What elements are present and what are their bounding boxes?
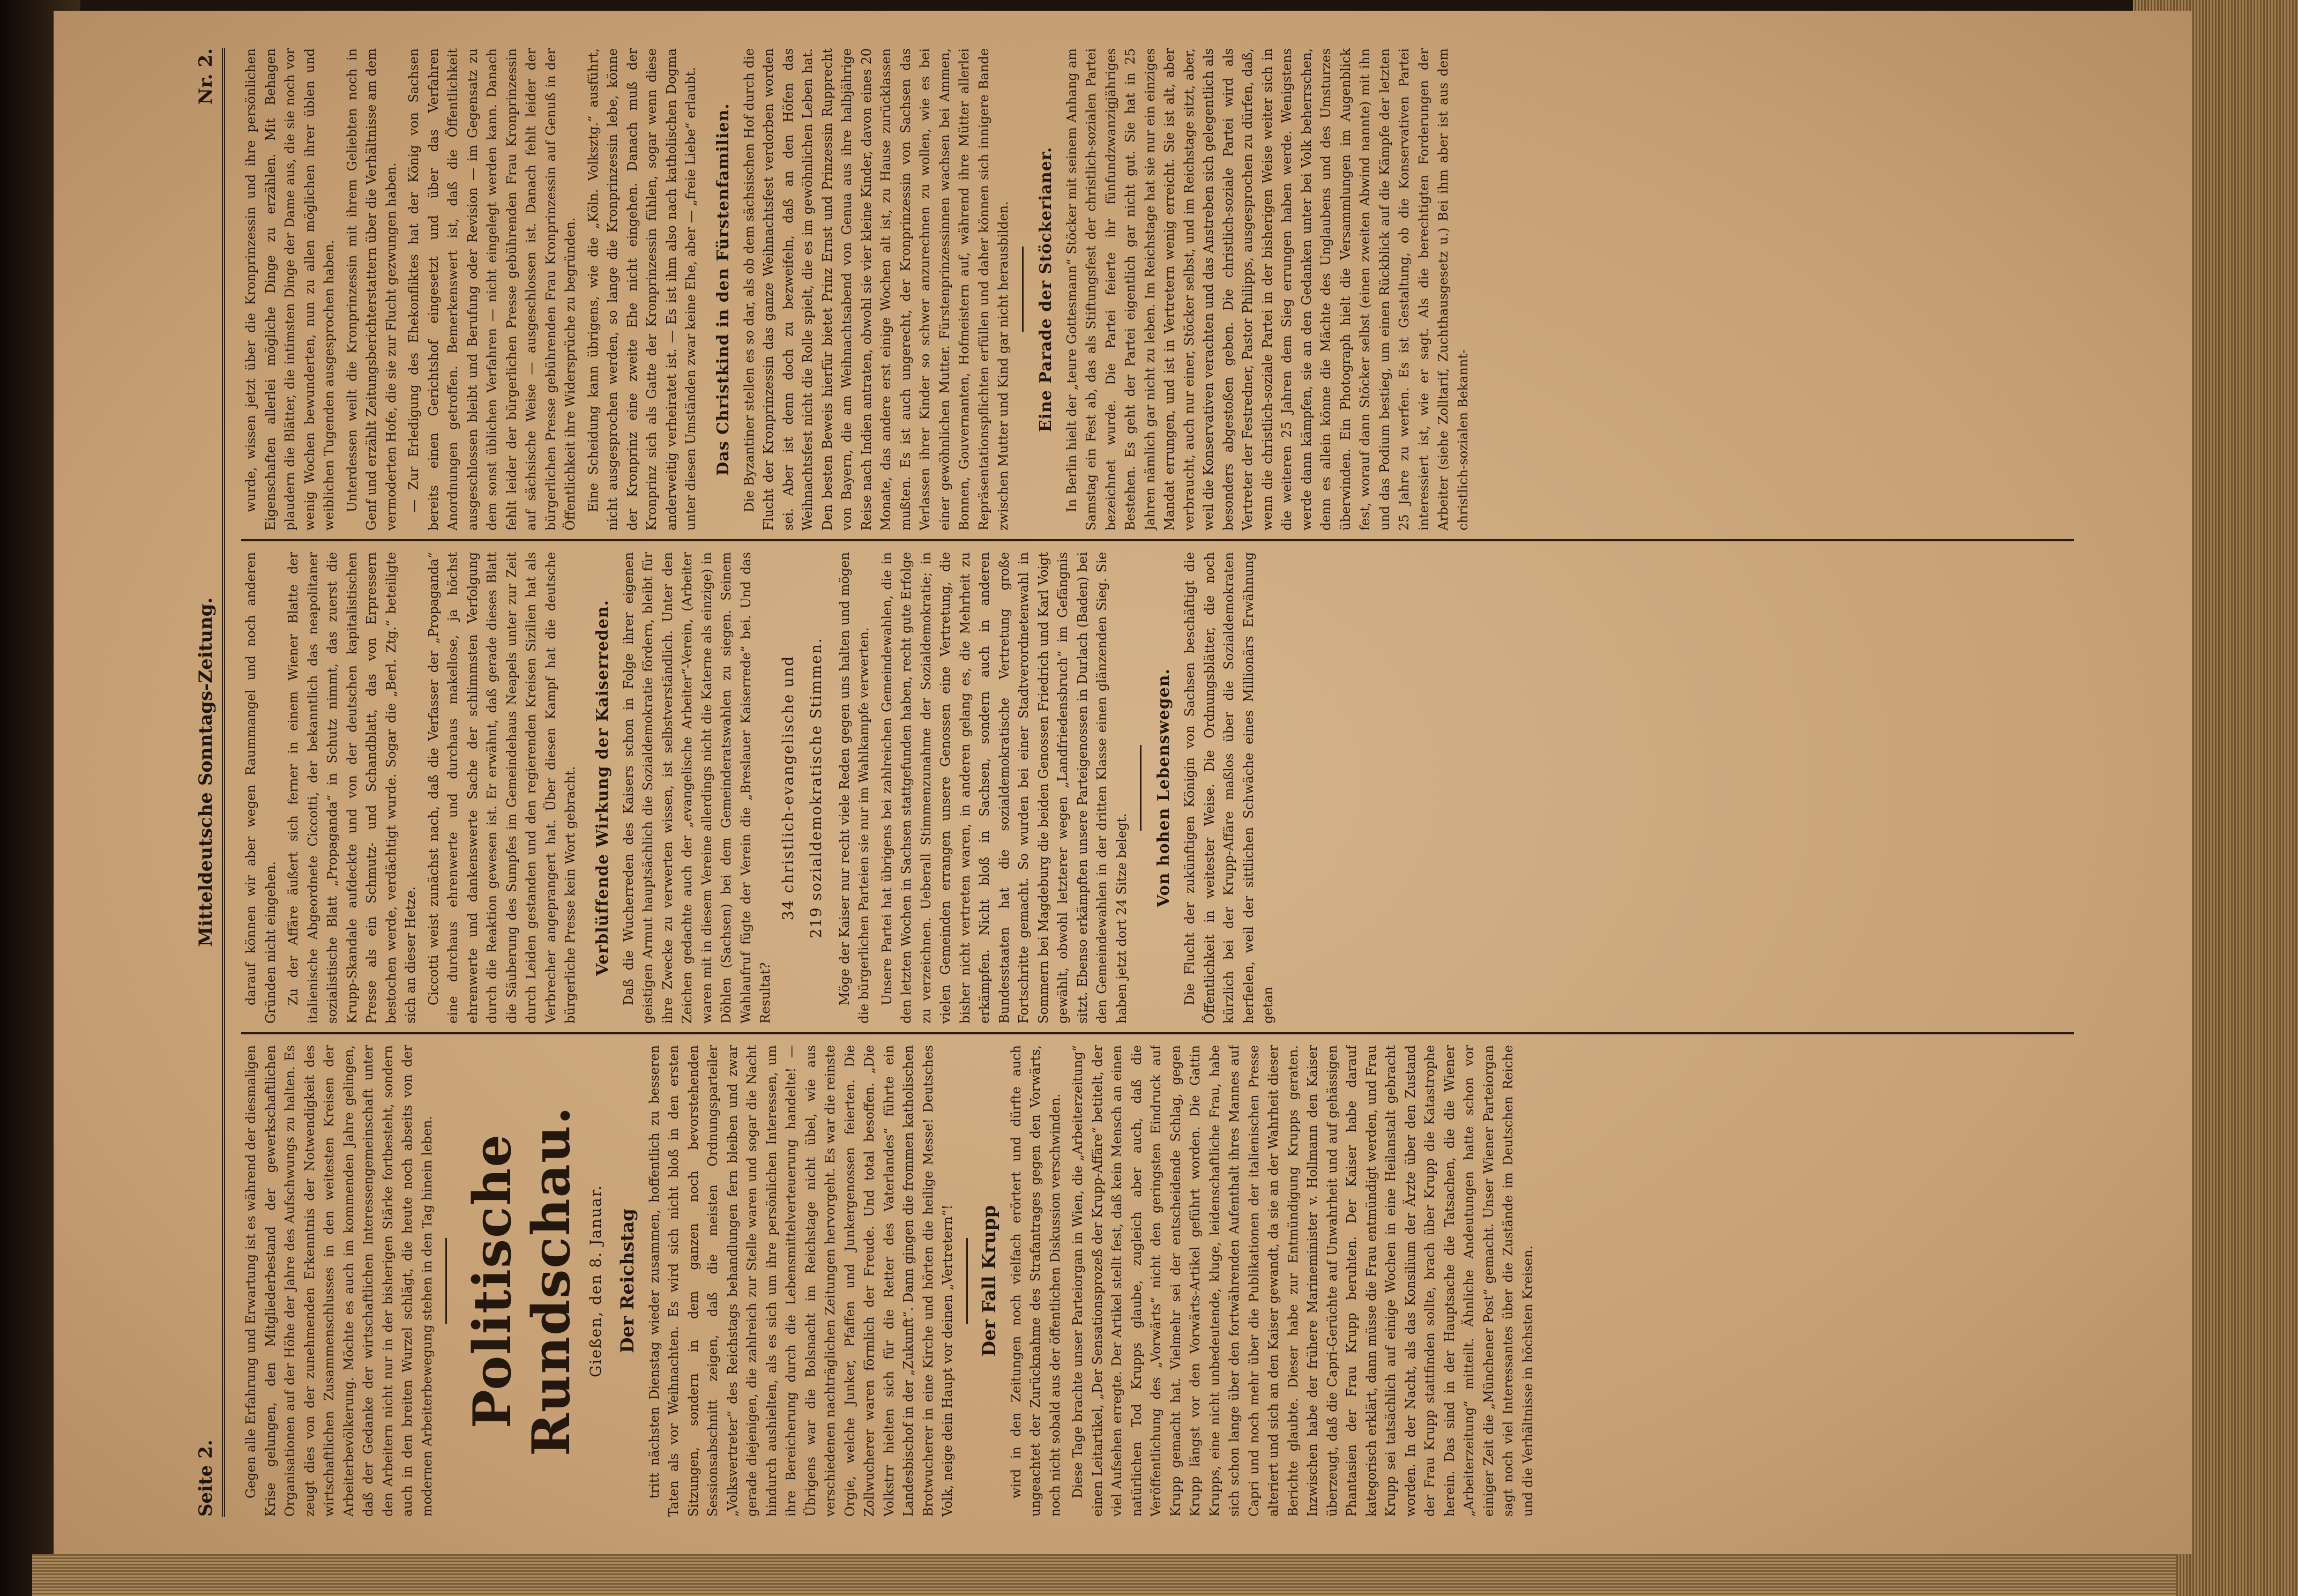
article-heading: Von hohen Lebenswegen. [1154,668,1173,907]
article-paragraph: Unterdessen weilt die Kronprinzessin mit ihrem Geliebten noch in Genf und erzählt Zeitungsberichterstattern über die Verhältnisse am dem vermoderten Hofe, die sie zur Flucht gezwungen haben. [344,48,399,531]
separator-rule [966,1238,968,1324]
article-paragraph: wurde, wissen jetzt über die Kronprinzessin und ihre persönlichen Eigenschaften allerlei mögliche Dinge zu erzählen. Mit Behagen plaudern die Blätter, die intimsten Dinge der Dame aus, die sie noch vor wenig Wochen bewunderten, nun zu allen möglichen ihrer üblen und weiblichen Tugenden ausgesprochen haben. [243,48,337,531]
page-inner [193,48,2122,1517]
issue-number: Nr. 2. [195,48,217,105]
separator-rule [445,1238,447,1324]
section-title: Politische Rundschau. [462,1105,581,1457]
article-paragraph: Möge der Kaiser nur recht viele Reden gegen uns halten und mögen die bürgerlichen Parteien sie nur im Wahlkampfe verwerten. [837,552,871,1024]
article-paragraph: Die Byzantiner stellen es so dar, als ob dem sächsischen Hof durch die Flucht der Kronprinzessin das ganze Weihnachtsfest verdorben worden sei. Aber ist denn doch zu bezweifeln, daß an den Höfen das Weihnachtsfest nicht die Rolle spielt, die es im gewöhnlichen Leben hat. Den besten Beweis hierfür bietet Prinz Ernst und Prinzessin Rupprecht von Bayern, die am Weihnachtsabend von Genua aus ihre halbjährige Reise nach Indien antraten, obwohl sie vier kleine Kinder, davon eines 20 Monate, das andere erst einige Wochen alt ist, zu Hause zurücklassen mußten. Es ist auch ungerecht, der Kronprinzessin von Sachsen das Verlassen ihrer Kinder so schwer anzurechnen zu wollen, wie es bei einer gewöhnlichen Mutter. Fürstenprinzessinnen wachsen bei Ammen, Bonnen, Gouvernanten, Hofmeistern auf, während ihre Mütter allerlei Repräsentationspflichten erfüllen und daher können sich innigere Bande zwischen Mutter und Kind gar nicht herausbilden. [741,48,1011,531]
column-2 [241,552,2074,1024]
newspaper-page [54,11,2192,1554]
article-heading: Der Fall Krupp [978,1205,1000,1357]
article-paragraph: Gegen alle Erfahrung und Erwartung ist es während der diesmaligen Krise gelungen, den Mitgliederbestand der gewerkschaftlichen Organisationen auf der Höhe der Jahre des Aufschwungs zu halten. Es zeugt dies von der zunehmenden Erkenntnis der Notwendigkeit des wirtschaftlichen Zusammenschlusses in den weitesten Kreisen der Arbeiterbevölkerung. Möchte es auch im kommenden Jahre gelingen, daß der Gedanke der wirtschaftlichen Interessengemeinschaft unter den Arbeitern nicht nur in der bisherigen Stärke fortbesteht, sondern auch in den breiten Wurzel schlägt, die heute noch abseits von der modernen Arbeiterbewegung stehen in den Tag hinein leben. [243,1045,435,1517]
column-1 [241,1045,2074,1517]
article-paragraph: Diese Tage brachte unser Parteiorgan in Wien, die „Arbeiterzeitung“ einen Leitartikel, „Der Sensationsprozeß der Krupp-Affäre“ betitelt, der viel Aufsehen erregte. Der Artikel stellt fest, daß kein Mensch an einen natürlichen Tod Krupps glaube, zugleich aber auch, daß die Veröffentlichung des „Vorwärts“ nicht den geringsten Eindruck auf Krupp gemacht hat. Vielmehr sei der entscheidende Schlag, gegen Krupp längst vor den Vorwärts-Artikel geführt worden. Die Gattin Krupps, eine nicht unbedeutende, kluge, leidenschaftliche Frau, habe sich schon lange über den fortwährenden Aufenthalt ihres Mannes auf Capri und noch mehr über die Publikationen der italienischen Presse alteriert und sich an den Kaiser gewandt, da sie an der Wahrheit dieser Berichte glaubte. Dieser habe zur Entmündigung Krupps geraten. Inzwischen habe der frühere Marineminister v. Hollmann den Kaiser überzeugt, daß die Capri-Gerüchte auf Unwahrheit und auf gehässigen Phantasien der Frau Krupp beruhten. Der Kaiser habe darauf kategorisch erklärt, dann müsse die Frau entmündigt werden, und Frau Krupp sei tatsächlich auf einige Wochen in eine Heilanstalt gebracht worden. In der Nacht, als das Konsilium der Ärzte über den Zustand der Frau Krupp stattfinden sollte, brach über Krupp die Katastrophe herein. Das sind in der Hauptsache die Tatsachen, die die Wiener „Arbeiterzeitung“ mitteilt. Ähnliche Andeutungen hatte schon vor einiger Zeit die „Münchener Post“ gemacht. Unser Wiener Parteiorgan sagt noch viel Interessantes über die Zustände im Deutschen Reiche und die Verhältnisse in höchsten Kreisen. [1070,1045,1535,1517]
dateline: Gießen, den 8. Januar. [587,1184,605,1377]
column-3 [241,48,2074,531]
article-paragraph: Unsere Partei hat übrigens bei zahlreichen Gemeindewahlen, die in den letzten Wochen in Sachsen stattgefunden haben, recht gute Erfolge zu verzeichnen. Ueberall Stimmenzunahme der Sozialdemokratie; in vielen Gemeinden errangen unsere Genossen eine Vertretung, die bisher nicht vertreten waren, in anderen gelang es, die Mehrheit zu erkämpfen. Nicht bloß in Sachsen, sondern auch in anderen Bundesstaaten hat die sozialdemokratische Vertretung große Fortschritte gemacht. So wurden bei einer Stadtverordnetenwahl in Sommern bei Magdeburg die beiden Genossen Friedrich und Karl Voigt gewählt, obwohl letzterer wegen „Landfriedensbruch“ im Gefängnis sitzt. Ebenso erkämpften unsere Parteigenossen in Durlach (Baden) bei den Gemeindewahlen in der dritten Klasse einen glänzenden Sieg. Sie haben jetzt dort 24 Sitze belegt. [879,552,1129,1024]
vote-result: 219 sozialdemokratische Stimmen. [807,637,825,938]
article-paragraph: In Berlin hielt der „teure Gottesmann“ Stöcker mit seinem Anhang am Samstag ein Fest ab, das als Stiftungsfest der christlich-sozialen Partei bezeichnet wurde. Die Partei feierte ihr fünfundzwanzigjähriges Bestehen. Es geht der Partei eigentlich gar nicht gut. Sie hat in 25 Jahren nämlich gar nicht zu leben. Im Reichstage hat sie nur ein einziges Mandat errungen, und ist in Vertretern wenig erreicht. Sie ist alt, aber verbraucht, auch nur einer, Stöcker selbst, und im Reichstage sitzt, aber, weil die Konservativen verachten und das Anstreben sich gelegentlich als besonders abgestoßen geben. Die christlich-soziale Partei wird als Vertreter der Festredner, Pastor Philipps, ausgesprochen zu dürfen, daß, wenn die christlich-soziale Partei in der bisherigen Weise weiter sich in die weiteren 25 Jahren dem Sieg errungen haben werde. Wenigstens werde dann kämpfen, sie an den Gedanken unter bei Volk beherrschen, denn es allein könne die Mächte des Unglaubens und des Umsturzes überwinden. Ein Photograph hielt die Versammlungen im Augenblick fest, worauf dann Stöcker selbst (einen zweiten Abwind nannte) mit ihn und das Podium bestieg, um einen Rückblick auf die Kämpfe der letzten 25 Jahre zu werfen. Es ist Gestaltung, ob die Konservativen Partei interessiert ist, wie er sagt. Als die berechtigten Forderungen der Arbeiter (siehe Zolltarif, Zuchthausgesetz u.) Bei ihm aber ist aus dem christlich-sozialen Bekannt- [1064,48,1471,531]
article-paragraph: Ciccotti weist zunächst nach, daß die Verfasser der „Propaganda“ eine durchaus ehrenwerte und durchaus makellose, ja höchst ehrenwerte und dankenswerte Sache der schlimmsten Verfolgung durch die Reaktion gewesen ist. Er erwähnt, daß gerade dieses Blatt die Säuberung des Sumpfes im Gemeindehaus Neapels unter zur Zeit durch Leiden gestanden und den regierenden Kreisen Sizilien hat als Verbrecher angeprangert hat. Über diesen Kampf hat die deutsche bürgerliche Presse kein Wort gebracht. [426,552,578,1024]
separator-rule [1140,745,1141,831]
page-number: Seite 2. [195,1440,217,1517]
article-paragraph: tritt nächsten Dienstag wieder zusammen, hoffentlich zu besseren Taten als vor Weihnachten. Es wird sich nicht bloß in den ersten Sitzungen, sondern in dem ganzen noch bevorstehenden Sessionsabschnitt zeigen, daß die meisten Ordnungsparteiler „Volksvertreter“ des Reichstags behandlungen fern bleiben und zwar gerade diejenigen, die zahlreich zur Stelle waren und sogar die Nacht hindurch aushielten, als es sich um ihre persönlichen Interessen, um ihre Bereicherung durch die Lebensmittelverteuerung handelte! — Übrigens war die Bolsnacht im Reichstage nicht übel, wie aus verschiedenen nachträglichen Zeitungen hervorgeht. Es war die reinste Orgie, welche Junker, Pfaffen und Junkergenossen feierten. Die Zollwucherer waren förmlich der Freude. Und total besoffen. „Die Volkstrr hielten sich für die Retter des Vaterlandes“ führte ein Landesbischof in der „Zukunft“. Dann gingen die frommen katholischen Brotwucherer in eine Kirche und hörten die heilige Messe! Deutsches Volk, neige dein Haupt vor deinen „Vertretern“! [646,1045,955,1517]
column-rule [241,1032,2074,1034]
article-paragraph: Daß die Wucherreden des Kaisers schon in Folge ihrer eigenen geistigen Armut hauptsächlich die Sozialdemokratie fördern, bleibt für ihre Zwecke zu verwerten wissen, ist selbstverständlich. Unter den Zeichen gedachte auch der „evangelische Arbeiter“-Verein, (Arbeiter waren mit in diesem Vereine allerdings nicht die Katerne als einzige) in Döhlen (Sachsen) bei dem Gemeinderatswahlen zu siegen. Seinem Wahlaufruf fügte der Verein die „Breslauer Kaiserrede“ bei. Und das Resultat? [621,552,773,1024]
article-paragraph: darauf können wir aber wegen Raummangel und noch anderen Gründen nicht eingehen. [243,552,278,1024]
separator-rule [1022,247,1024,332]
article-paragraph: Zu der Affäre äußert sich ferner in einem Wiener Blatte der italienische Abgeordnete Ciccotti, der bekanntlich das neapolitaner sozialistische Blatt „Propaganda“ in Schutz nimmt, das zuerst die Krupp-Skandale aufdeckte und von der deutschen kapitalistischen Presse als ein Schmutz- und Schandblatt, das von Erpressern bestochen werde, verdächtigt wurde. Sogar die „Berl. Ztg.“ beteiligte sich an dieser Hetze. [286,552,418,1024]
page-header [193,48,225,1517]
article-paragraph: — Zur Erledigung des Ehekonfliktes hat der König von Sachsen bereits einen Gerichtshof eingesetzt und über das Verfahren Anordnungen getroffen. Bemerkenswert ist, daß die Öffentlichkeit ausgeschlossen bleibt und Berufung oder Revision — im Gegensatz zu dem sonst üblichen Verfahren — nicht eingelegt werden kann. Danach fehlt leider der bürgerlichen Presse gebührenden Frau Kronprinzessin auf sächsische Weise — ausgeschlossen ist. Danach fehlt leider der bürgerlichen Presse gebührenden Frau Kronprinzessin auf Genuß in der Öffentlichkeit ihre Widersprüche zu begründen. [406,48,578,531]
rotated-page-content [54,11,2192,1554]
column-rule [241,539,2074,541]
article-heading: Verblüffende Wirkung der Kaiserreden. [593,599,612,976]
article-heading: Der Reichstag [616,1209,638,1353]
article-heading: Das Christkind in den Fürstenfamilien. [713,103,733,476]
article-paragraph: Eine Scheidung kann übrigens, wie die „Köln. Volksztg.“ ausführt, nicht ausgesprochen werden, so lange die Kronprinzessin lebe, könne der Kronprinz eine zweite Ehe nicht eingehen. Danach muß der Kronprinz sich als Gatte der Kronprinzessin fühlen, sogar wenn diese anderweitig verheiratet ist. — Es ist ihm also nach katholischen Dogma unter diesen Umständen zwar keine Ehe, aber — „freie Liebe“ erlaubt. [585,48,698,531]
page-bottom-edge [32,1554,2176,1596]
article-heading: Eine Parade der Stöckerianer. [1036,146,1055,432]
article-paragraph: wird in den Zeitungen noch vielfach erörtert und dürfte auch ungeachtet der Zurücknahme des Strafantrages gegen den Vorwärts, noch nicht sobald aus der öffentlichen Diskussion verschwinden. [1008,1045,1063,1517]
article-paragraph: Die Flucht der zukünftigen Königin von Sachsen beschäftigt die Öffentlichkeit in weitester Weise. Die Ordnungsblätter, die noch kürzlich bei der Krupp-Affäre maßlos über die Sozialdemokraten herfielen, weil der sittlichen Schwäche eines Millionärs Erwähnung getan [1182,552,1275,1024]
newspaper-masthead: Mitteldeutsche Sonntags-Zeitung. [195,597,217,947]
vote-result: 34 christlich-evangelische und [779,655,797,921]
